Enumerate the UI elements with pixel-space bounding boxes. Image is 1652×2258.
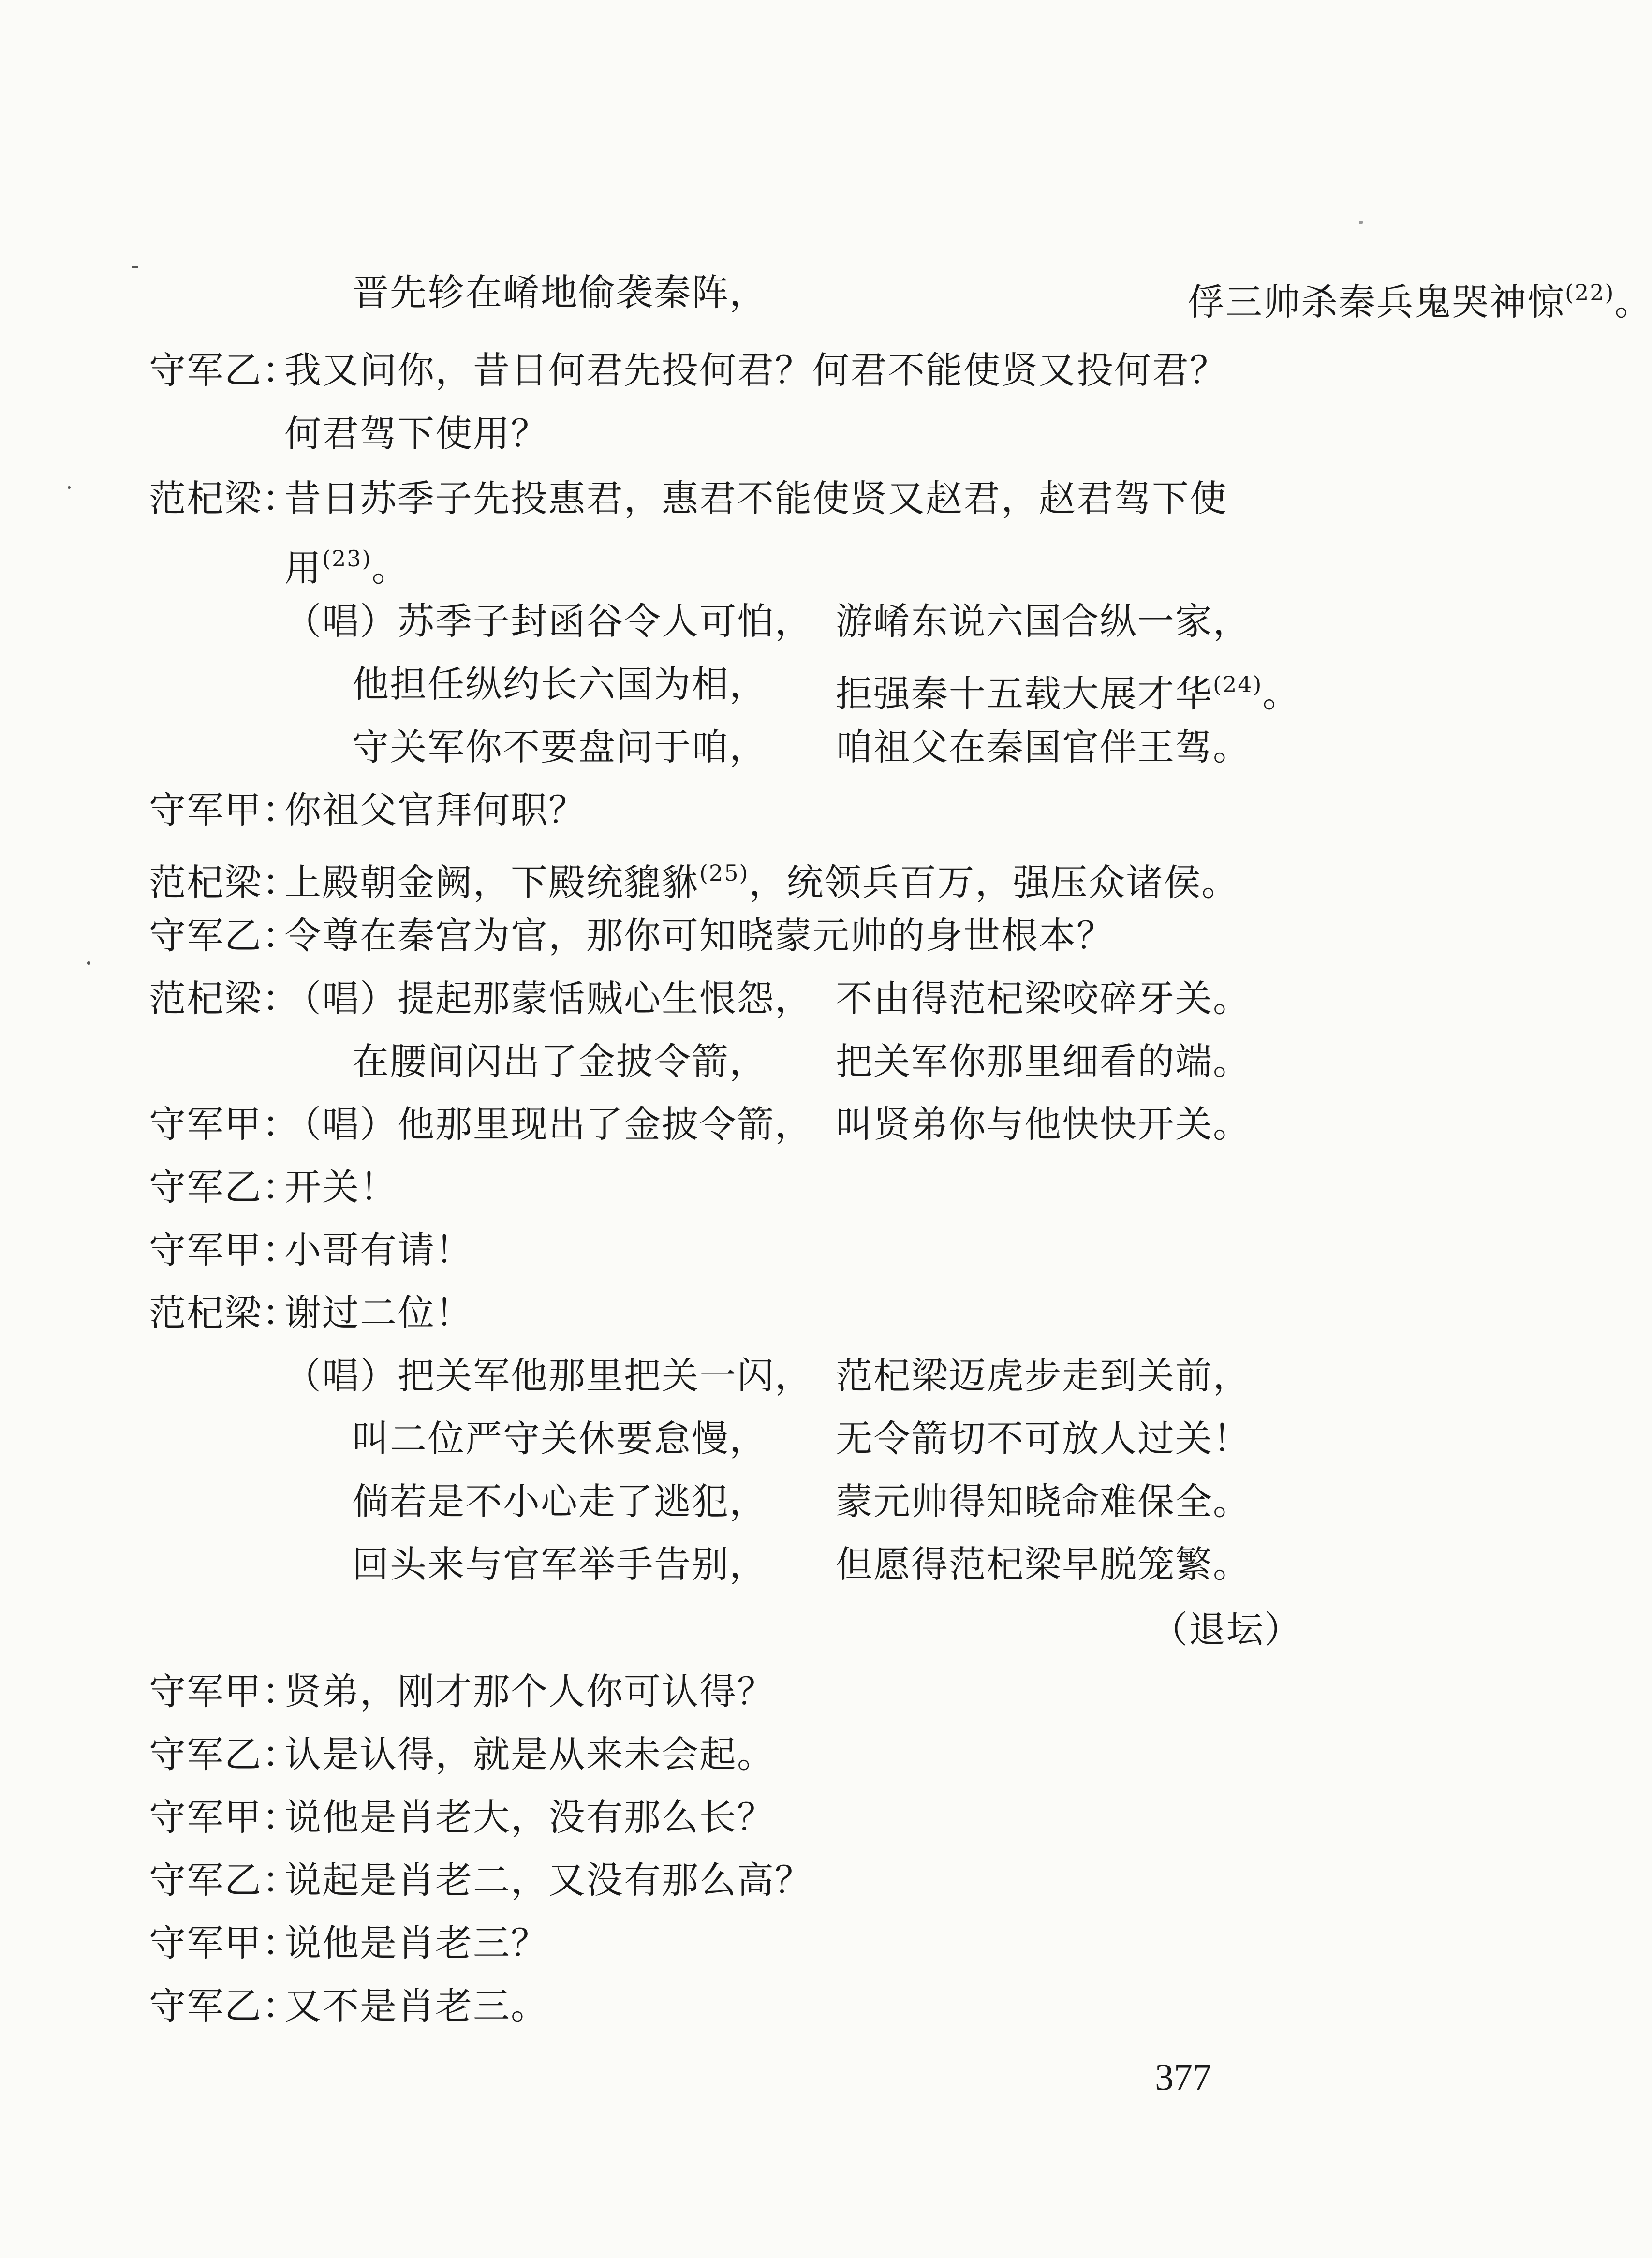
speaker-label: 范杞梁： [149, 1291, 300, 1334]
dialogue-text: 我又问你，昔日何君先投何君？何君不能使贤又投何君？ [284, 349, 1227, 392]
verse-first-half: 他担任纵约长六国为相， [352, 663, 767, 706]
dialogue-line [149, 346, 1227, 395]
verse-second-half: 咱祖父在秦国官伴王驾。 [836, 725, 1251, 768]
speaker-label: 范杞梁： [149, 477, 300, 520]
scan-speck [132, 266, 138, 268]
dialogue-text: 你祖父官拜何职？ [284, 788, 586, 831]
verse-second-half: 蒙元帅得知晓命难保全。 [836, 1480, 1251, 1523]
verse-first-half: 在腰间闪出了金披令箭， [352, 1040, 767, 1083]
dialogue-line [149, 1982, 548, 2030]
dialogue-text: 说他是肖老三？ [284, 1921, 548, 1964]
verse-second-half: 但愿得范杞梁早脱笼繁。 [836, 1543, 1251, 1586]
verse-first-half: 晋先轸在崤地偷袭秦阵， [352, 271, 767, 314]
dialogue-text: 令尊在秦宫为官，那你可知晓蒙元帅的身世根本？ [284, 914, 1114, 957]
verse-second-half: 无令箭切不可放人过关！ [836, 1417, 1251, 1460]
dialogue-line [149, 1100, 1251, 1149]
dialogue-text: 贤弟，刚才那个人你可认得？ [284, 1670, 775, 1713]
verse-first-half: 回头来与官军举手告别， [352, 1543, 767, 1586]
speaker-label: 守军甲： [149, 1228, 300, 1271]
verse-line [352, 1540, 1251, 1589]
speaker-label: 守军乙： [149, 349, 300, 392]
verse-first-half: 守关军你不要盘问于咱， [352, 725, 767, 768]
dialogue-line [149, 912, 1114, 960]
dialogue-line [149, 474, 1227, 523]
speaker-label: 守军甲： [149, 1796, 300, 1839]
speaker-label: 守军乙： [149, 914, 300, 957]
dialogue-line [149, 1919, 548, 1967]
footnote-marker: (24) [1213, 671, 1263, 697]
verse-second-half: 拒强秦十五载大展才华$^{(24)}$。 [836, 671, 1300, 715]
dialogue-line [149, 849, 1239, 907]
dialogue-line [149, 1289, 473, 1337]
verse-line [284, 597, 1251, 646]
speaker-label: 守军乙： [149, 1166, 300, 1209]
verse-line [352, 660, 1300, 715]
verse-line [352, 1477, 1251, 1526]
verse-second-half: 把关军你那里细看的端。 [836, 1040, 1251, 1083]
dialogue-text: 谢过二位！ [284, 1291, 473, 1334]
speaker-label: 守军乙： [149, 1733, 300, 1776]
dialogue-text: 小哥有请！ [284, 1228, 473, 1271]
speaker-label: 守军乙： [149, 1984, 300, 2027]
verse-first-half: （唱）提起那蒙恬贼心生恨怨， [284, 977, 812, 1020]
dialogue-text: 开关！ [284, 1166, 398, 1209]
speaker-label: 守军甲： [149, 1103, 300, 1146]
dialogue-text: 上殿朝金阙，下殿统貔貅 [284, 861, 699, 904]
verse-line [352, 268, 1652, 324]
speaker-label: 守军甲： [149, 1921, 300, 1964]
dialogue-text: 说起是肖老二，又没有那么高？ [284, 1859, 812, 1902]
dialogue-line [149, 1856, 812, 1904]
dialogue-line [149, 1163, 398, 1211]
verse-line [352, 723, 1251, 771]
dialogue-line [149, 974, 1251, 1023]
verse-first-half: （唱）苏季子封函谷令人可怕， [284, 600, 812, 643]
dialogue-line [149, 786, 586, 834]
verse-second-half: 范杞梁迈虎步走到关前， [836, 1354, 1251, 1397]
verse-line [284, 1352, 1251, 1400]
verse-first-half: 倘若是不小心走了逃犯， [352, 1480, 767, 1523]
verse-second-half: 游崤东说六国合纵一家， [836, 600, 1251, 643]
dialogue-text: 又不是肖老三。 [284, 1984, 548, 2027]
dialogue-text: 昔日苏季子先投惠君，惠君不能使贤又赵君，赵君驾下使 [284, 477, 1227, 520]
scan-speck [87, 961, 90, 965]
verse-line [352, 1037, 1251, 1086]
scan-speck [1359, 221, 1363, 224]
footnote-marker: (22) [1565, 280, 1615, 306]
footnote-marker: (25) [699, 860, 749, 886]
speaker-label: 范杞梁： [149, 861, 300, 904]
dialogue-line [149, 1793, 775, 1842]
verse-second-half: 不由得范杞梁咬碎牙关。 [836, 977, 1251, 1020]
page-number: 377 [1155, 2056, 1211, 2098]
dialogue-line [149, 1730, 775, 1779]
dialogue-line [149, 1226, 473, 1274]
dialogue-line [149, 1668, 775, 1716]
verse-second-half: 叫贤弟你与他快快开关。 [836, 1103, 1251, 1146]
speaker-label: 守军乙： [149, 1859, 300, 1902]
speaker-label: 守军甲： [149, 788, 300, 831]
dialogue-text: 认是认得，就是从来未会起。 [284, 1733, 775, 1776]
speaker-label: 守军甲： [149, 1670, 300, 1713]
dialogue-continuation: 何君驾下使用？ [284, 412, 548, 455]
dialogue-text-cont: ，统领兵百万，强压众诸侯。 [749, 861, 1239, 904]
stage-direction: （退坛） [1151, 1608, 1302, 1651]
footnote-marker: (23) [322, 546, 372, 572]
verse-first-half: （唱）把关军他那里把关一闪， [284, 1354, 812, 1397]
speaker-label: 范杞梁： [149, 977, 300, 1020]
verse-first-half: （唱）他那里现出了金披令箭， [284, 1103, 812, 1146]
scan-speck [68, 486, 71, 489]
verse-first-half: 叫二位严守关休要怠慢， [352, 1417, 767, 1460]
dialogue-continuation: 用$^{(23)}$。 [284, 546, 410, 590]
dialogue-text: 说他是肖老大，没有那么长？ [284, 1796, 775, 1839]
verse-second-half: 俘三帅杀秦兵鬼哭神惊$^{(22)}$。 [1188, 280, 1652, 324]
verse-line [352, 1415, 1251, 1463]
